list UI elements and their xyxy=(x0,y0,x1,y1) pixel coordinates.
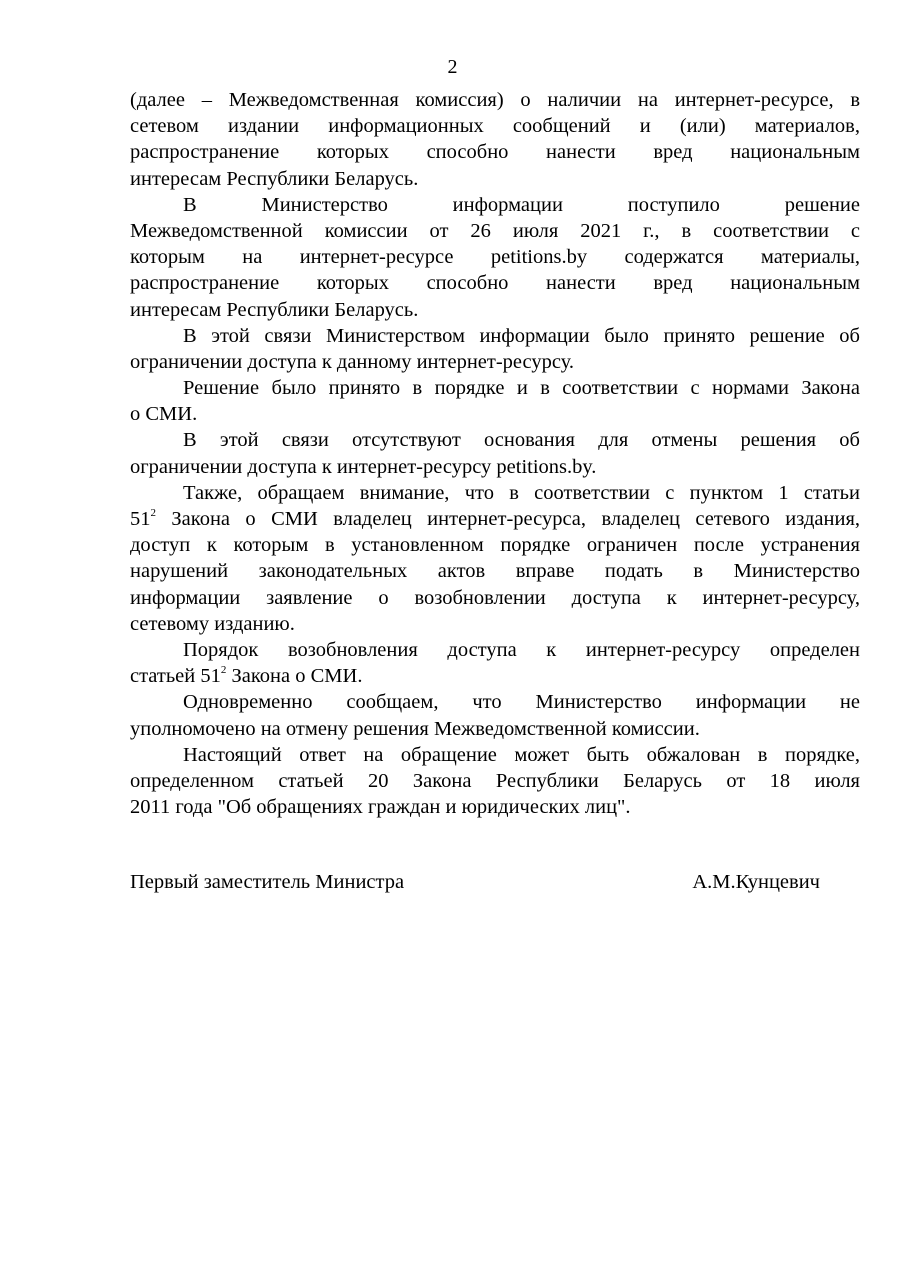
superscript: 2 xyxy=(150,507,156,519)
text-segment: Решение было принято в порядке и в соответствии с нормами Закона xyxy=(183,377,860,400)
text-segment: статьей 51 xyxy=(130,665,221,688)
text-line xyxy=(130,401,860,427)
text-line xyxy=(130,716,860,742)
text-line xyxy=(130,637,860,663)
text-segment: Одновременно сообщаем, что Министерство информации не xyxy=(183,691,860,714)
text-segment: Настоящий ответ на обращение может быть обжалован в порядке, xyxy=(183,743,860,766)
text-segment: распространение которых способно нанести вред национальным xyxy=(130,141,860,164)
text-line xyxy=(130,166,860,192)
text-segment: распространение которых способно нанести вред национальным xyxy=(130,272,860,295)
signatory-position: Первый заместитель Министра xyxy=(130,871,405,893)
paragraph xyxy=(130,637,860,689)
text-line xyxy=(130,139,860,165)
text-segment: В этой связи отсутствуют основания для отмены решения об xyxy=(183,429,860,452)
text-line xyxy=(130,611,860,637)
text-segment: нарушений законодательных актов вправе подать в Министерство xyxy=(130,560,860,583)
text-line xyxy=(130,532,860,558)
text-line xyxy=(130,585,860,611)
paragraph xyxy=(130,323,860,375)
text-line xyxy=(130,113,860,139)
text-line xyxy=(130,323,860,349)
text-segment: В этой связи Министерством информации было принято решение об xyxy=(183,324,860,347)
text-segment: Порядок возобновления доступа к интернет-ресурсу определен xyxy=(183,638,860,661)
text-segment: В Министерство информации поступило решение xyxy=(183,193,860,216)
text-segment: уполномочено на отмену решения Межведомственной комиссии. xyxy=(130,717,700,740)
text-line xyxy=(130,87,860,113)
text-line xyxy=(130,427,860,453)
text-line xyxy=(130,480,860,506)
text-segment: интересам Республики Беларусь. xyxy=(130,298,419,321)
text-segment: Закона о СМИ владелец интернет-ресурса, владелец сетевого издания, xyxy=(156,508,860,530)
paragraph xyxy=(130,192,860,323)
text-line xyxy=(130,558,860,584)
text-segment: о СМИ. xyxy=(130,403,198,426)
text-line xyxy=(130,689,860,715)
paragraph xyxy=(130,689,860,741)
text-segment: определенном статьей 20 Закона Республики Беларусь от 18 июля xyxy=(130,769,860,792)
text-line xyxy=(130,244,860,270)
paragraph xyxy=(130,87,860,192)
signature-block xyxy=(130,871,820,894)
text-segment: Межведомственной комиссии от 26 июля 2021 г., в соответствии с xyxy=(130,219,860,242)
text-line xyxy=(130,218,860,244)
paragraph xyxy=(130,427,860,479)
text-segment: ограничении доступа к интернет-ресурсу petitions.by. xyxy=(130,455,597,478)
text-line xyxy=(130,768,860,794)
text-line xyxy=(130,192,860,218)
text-line xyxy=(130,375,860,401)
text-line xyxy=(130,297,860,323)
text-line xyxy=(130,270,860,296)
text-line xyxy=(130,663,860,689)
text-line xyxy=(130,454,860,480)
text-line xyxy=(130,794,860,820)
paragraph xyxy=(130,375,860,427)
text-segment: интересам Республики Беларусь. xyxy=(130,167,419,190)
text-segment: Также, обращаем внимание, что в соответствии с пунктом 1 статьи xyxy=(183,481,860,504)
text-segment: (далее – Межведомственная комиссия) о наличии на интернет-ресурсе, в xyxy=(130,89,860,111)
text-segment: которым на интернет-ресурсе petitions.by содержатся материалы, xyxy=(130,246,860,269)
letter-body xyxy=(130,87,860,820)
text-segment: ограничении доступа к данному интернет-ресурсу. xyxy=(130,350,575,373)
page-number: 2 xyxy=(447,56,458,78)
text-segment: 51 xyxy=(130,508,151,530)
text-line xyxy=(130,506,860,532)
text-segment: доступ к которым в установленном порядке ограничен после устранения xyxy=(130,534,860,557)
text-segment: сетевом издании информационных сообщений и (или) материалов, xyxy=(130,115,860,138)
paragraph xyxy=(130,480,860,637)
text-line xyxy=(130,349,860,375)
text-segment: Закона о СМИ. xyxy=(226,665,363,688)
text-segment: сетевому изданию. xyxy=(130,612,295,635)
text-segment: 2011 года "Об обращениях граждан и юридических лиц". xyxy=(130,796,631,819)
superscript: 2 xyxy=(220,664,227,677)
paragraph xyxy=(130,742,860,821)
text-line xyxy=(130,742,860,768)
signatory-name: А.М.Кунцевич xyxy=(692,871,820,893)
text-segment: информации заявление о возобновлении доступа к интернет-ресурсу, xyxy=(130,586,860,609)
